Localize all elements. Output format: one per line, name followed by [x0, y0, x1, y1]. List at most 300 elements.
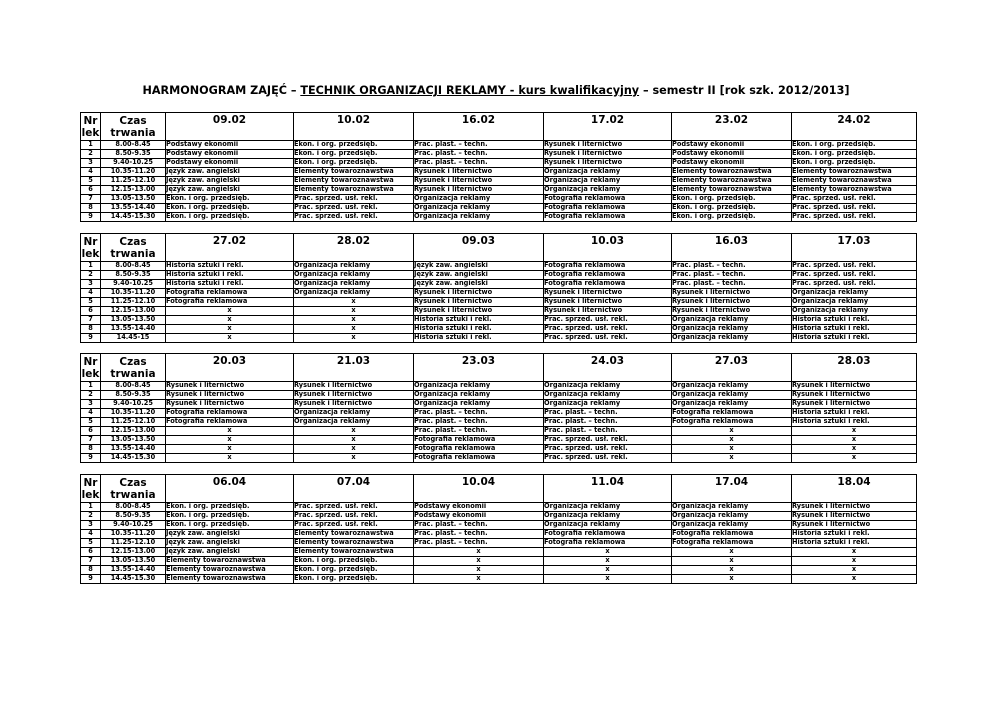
- lesson-row: [81, 521, 917, 530]
- lesson-cell: x: [792, 575, 917, 584]
- lesson-cell: Ekon. i org. przedsięb.: [792, 141, 917, 150]
- lesson-cell: Rysunek i liternictwo: [166, 400, 294, 409]
- lesson-cell: Ekon. i org. przedsięb.: [294, 141, 414, 150]
- nr-header: Nr lek: [81, 235, 100, 260]
- lesson-cell: x: [792, 548, 917, 557]
- lesson-number: 5: [81, 298, 101, 307]
- date-header: 23.03: [414, 354, 544, 382]
- lesson-cell: Historia sztuki i rekl.: [414, 334, 544, 343]
- lesson-row: [81, 557, 917, 566]
- lesson-cell: x: [414, 557, 544, 566]
- header-row: [81, 234, 917, 262]
- lesson-cell: x: [414, 566, 544, 575]
- lesson-cell: Rysunek i liternictwo: [294, 400, 414, 409]
- lesson-cell: Fotografia reklamowa: [544, 195, 672, 204]
- lesson-cell: Fotografia reklamowa: [672, 530, 792, 539]
- date-header: 09.03: [414, 234, 544, 262]
- lesson-row: [81, 436, 917, 445]
- lesson-cell: Prac. sprzed. usł. rekl.: [294, 195, 414, 204]
- lesson-number: 9: [81, 213, 101, 222]
- lesson-cell: Organizacja reklamy: [544, 186, 672, 195]
- lesson-cell: x: [294, 307, 414, 316]
- lesson-cell: x: [792, 427, 917, 436]
- lesson-time: 12.15-13.00: [101, 548, 166, 557]
- lesson-time: 8.00-8.45: [101, 262, 166, 271]
- lesson-cell: Organizacja reklamy: [792, 298, 917, 307]
- lesson-cell: Rysunek i liternictwo: [544, 150, 672, 159]
- lesson-cell: Organizacja reklamy: [672, 512, 792, 521]
- lesson-cell: Rysunek i liternictwo: [294, 391, 414, 400]
- lesson-cell: Prac. plast. – techn.: [414, 539, 544, 548]
- lesson-time: 11.25-12.10: [101, 298, 166, 307]
- lesson-time: 12.15-13.00: [101, 186, 166, 195]
- lesson-cell: Fotografia reklamowa: [166, 298, 294, 307]
- lesson-number: 2: [81, 391, 101, 400]
- lesson-time: 9.40-10.25: [101, 159, 166, 168]
- lesson-row: [81, 575, 917, 584]
- lesson-cell: Rysunek i liternictwo: [544, 141, 672, 150]
- lesson-cell: x: [166, 334, 294, 343]
- lesson-time: 8.00-8.45: [101, 503, 166, 512]
- lesson-cell: x: [294, 316, 414, 325]
- lesson-cell: Fotografia reklamowa: [166, 418, 294, 427]
- lesson-cell: Język zaw. angielski: [166, 548, 294, 557]
- lesson-cell: Podstawy ekonomii: [672, 150, 792, 159]
- schedule-table: [80, 353, 917, 463]
- lesson-time: 13.55-14.40: [101, 325, 166, 334]
- lesson-cell: Prac. sprzed. usł. rekl.: [544, 445, 672, 454]
- lesson-cell: Elementy towaroznawstwa: [294, 186, 414, 195]
- lesson-cell: Fotografia reklamowa: [672, 409, 792, 418]
- lesson-cell: Rysunek i liternictwo: [166, 391, 294, 400]
- lesson-cell: Rysunek i liternictwo: [792, 503, 917, 512]
- lesson-cell: Prac. plast. – techn.: [414, 150, 544, 159]
- lesson-number: 8: [81, 325, 101, 334]
- lesson-cell: Organizacja reklamy: [544, 503, 672, 512]
- lesson-cell: Język zaw. angielski: [414, 280, 544, 289]
- lesson-time: 12.15-13.00: [101, 427, 166, 436]
- lesson-time: 12.15-13.00: [101, 307, 166, 316]
- lesson-cell: Ekon. i org. przedsięb.: [294, 575, 414, 584]
- lesson-cell: Historia sztuki i rekl.: [414, 325, 544, 334]
- lesson-cell: Podstawy ekonomii: [166, 159, 294, 168]
- lesson-row: [81, 454, 917, 463]
- lesson-cell: x: [166, 445, 294, 454]
- lesson-cell: x: [294, 334, 414, 343]
- lesson-cell: x: [166, 316, 294, 325]
- lesson-cell: Prac. sprzed. usł. rekl.: [294, 503, 414, 512]
- lesson-cell: Prac. sprzed. usł. rekl.: [294, 521, 414, 530]
- lesson-cell: Ekon. i org. przedsięb.: [294, 566, 414, 575]
- lesson-number: 7: [81, 316, 101, 325]
- lesson-cell: Prac. sprzed. usł. rekl.: [544, 334, 672, 343]
- lesson-cell: Fotografia reklamowa: [166, 409, 294, 418]
- lesson-cell: x: [166, 307, 294, 316]
- lesson-cell: Prac. plast. – techn.: [414, 409, 544, 418]
- date-header: 17.02: [544, 113, 672, 141]
- lesson-number: 8: [81, 445, 101, 454]
- lesson-cell: Prac. plast. – techn.: [414, 521, 544, 530]
- lesson-cell: Podstawy ekonomii: [672, 141, 792, 150]
- lesson-row: [81, 382, 917, 391]
- lesson-row: [81, 204, 917, 213]
- lesson-cell: Organizacja reklamy: [544, 521, 672, 530]
- date-header: 23.02: [672, 113, 792, 141]
- lesson-time: 14.45-15: [101, 334, 166, 343]
- lesson-time: 11.25-12.10: [101, 177, 166, 186]
- lesson-time: 13.55-14.40: [101, 566, 166, 575]
- lesson-cell: Prac. sprzed. usł. rekl.: [792, 195, 917, 204]
- lesson-cell: Fotografia reklamowa: [544, 213, 672, 222]
- lesson-row: [81, 186, 917, 195]
- title-course: TECHNIK ORGANIZACJI REKLAMY - kurs kwalifikacyjny: [300, 84, 640, 97]
- lesson-cell: Rysunek i liternictwo: [414, 186, 544, 195]
- lesson-time: 8.50-9.35: [101, 271, 166, 280]
- lesson-cell: Elementy towaroznawstwa: [166, 557, 294, 566]
- lesson-cell: x: [294, 454, 414, 463]
- lesson-cell: Organizacja reklamy: [414, 195, 544, 204]
- lesson-time: 13.05-13.50: [101, 436, 166, 445]
- lesson-row: [81, 400, 917, 409]
- lesson-time: 10.35-11.20: [101, 289, 166, 298]
- lesson-cell: Ekon. i org. przedsięb.: [166, 195, 294, 204]
- lesson-row: [81, 512, 917, 521]
- lesson-time: 8.00-8.45: [101, 141, 166, 150]
- lesson-number: 3: [81, 521, 101, 530]
- lesson-cell: x: [544, 575, 672, 584]
- lesson-cell: Ekon. i org. przedsięb.: [792, 150, 917, 159]
- lesson-cell: Elementy towaroznawstwa: [672, 168, 792, 177]
- lesson-time: 8.50-9.35: [101, 391, 166, 400]
- lesson-number: 4: [81, 289, 101, 298]
- lesson-row: [81, 548, 917, 557]
- lesson-cell: Historia sztuki i rekl.: [792, 325, 917, 334]
- lesson-row: [81, 503, 917, 512]
- lesson-number: 7: [81, 436, 101, 445]
- date-header: 21.03: [294, 354, 414, 382]
- lesson-cell: Elementy towaroznawstwa: [166, 575, 294, 584]
- date-header: 10.02: [294, 113, 414, 141]
- lesson-cell: Rysunek i liternictwo: [414, 307, 544, 316]
- time-header: Czas trwania: [101, 234, 166, 262]
- date-header: 28.03: [792, 354, 917, 382]
- lesson-cell: Język zaw. angielski: [414, 271, 544, 280]
- lesson-cell: Organizacja reklamy: [294, 280, 414, 289]
- lesson-cell: Ekon. i org. przedsięb.: [294, 150, 414, 159]
- lesson-cell: Historia sztuki i rekl.: [792, 539, 917, 548]
- lesson-cell: Organizacja reklamy: [414, 382, 544, 391]
- lesson-cell: Organizacja reklamy: [672, 391, 792, 400]
- lesson-cell: x: [792, 557, 917, 566]
- lesson-cell: Prac. sprzed. usł. rekl.: [544, 325, 672, 334]
- lesson-cell: Elementy towaroznawstwa: [792, 186, 917, 195]
- lesson-cell: Fotografia reklamowa: [414, 445, 544, 454]
- title-prefix: HARMONOGRAM ZAJĘĆ –: [142, 84, 301, 97]
- lesson-cell: Elementy towaroznawstwa: [792, 177, 917, 186]
- lesson-row: [81, 566, 917, 575]
- lesson-number: 6: [81, 186, 101, 195]
- lesson-row: [81, 141, 917, 150]
- lesson-number: 5: [81, 418, 101, 427]
- lesson-row: [81, 213, 917, 222]
- lesson-cell: Rysunek i liternictwo: [672, 307, 792, 316]
- lesson-cell: Rysunek i liternictwo: [294, 382, 414, 391]
- date-header: 17.03: [792, 234, 917, 262]
- lesson-cell: Rysunek i liternictwo: [414, 289, 544, 298]
- lesson-row: [81, 298, 917, 307]
- lesson-cell: Podstawy ekonomii: [414, 512, 544, 521]
- lesson-row: [81, 271, 917, 280]
- lesson-cell: Podstawy ekonomii: [672, 159, 792, 168]
- lesson-time: 10.35-11.20: [101, 409, 166, 418]
- lesson-cell: Język zaw. angielski: [166, 177, 294, 186]
- schedule-table: [80, 112, 917, 222]
- lesson-cell: x: [672, 557, 792, 566]
- lesson-cell: x: [672, 445, 792, 454]
- lesson-cell: Historia sztuki i rekl.: [792, 530, 917, 539]
- lesson-cell: Prac. sprzed. usł. rekl.: [544, 316, 672, 325]
- lesson-cell: Ekon. i org. przedsięb.: [294, 557, 414, 566]
- lesson-cell: x: [672, 436, 792, 445]
- lesson-cell: Rysunek i liternictwo: [672, 289, 792, 298]
- nr-header: Nr lek: [81, 476, 100, 501]
- lesson-cell: x: [544, 566, 672, 575]
- lesson-row: [81, 307, 917, 316]
- header-row: [81, 354, 917, 382]
- lesson-cell: Organizacja reklamy: [672, 316, 792, 325]
- schedule-table: [80, 474, 917, 584]
- lesson-cell: Fotografia reklamowa: [544, 530, 672, 539]
- lesson-cell: Prac. plast. – techn.: [672, 262, 792, 271]
- lesson-number: 4: [81, 168, 101, 177]
- lesson-time: 13.05-13.50: [101, 195, 166, 204]
- lesson-cell: Fotografia reklamowa: [544, 271, 672, 280]
- lesson-cell: Elementy towaroznawstwa: [792, 168, 917, 177]
- lesson-cell: Rysunek i liternictwo: [544, 289, 672, 298]
- lesson-cell: Fotografia reklamowa: [672, 539, 792, 548]
- lesson-cell: Historia sztuki i rekl.: [792, 334, 917, 343]
- lesson-cell: Organizacja reklamy: [544, 177, 672, 186]
- page-title: [0, 84, 992, 97]
- lesson-row: [81, 159, 917, 168]
- lesson-cell: Prac. plast. – techn.: [544, 418, 672, 427]
- lesson-number: 6: [81, 548, 101, 557]
- lesson-cell: Język zaw. angielski: [166, 168, 294, 177]
- lesson-number: 4: [81, 530, 101, 539]
- date-header: 18.04: [792, 475, 917, 503]
- lesson-cell: Elementy towaroznawstwa: [294, 168, 414, 177]
- lesson-cell: Prac. plast. – techn.: [672, 271, 792, 280]
- lesson-cell: Organizacja reklamy: [414, 204, 544, 213]
- lesson-cell: Organizacja reklamy: [672, 334, 792, 343]
- nr-header: Nr lek: [81, 114, 100, 139]
- lesson-cell: Organizacja reklamy: [544, 400, 672, 409]
- lesson-time: 9.40-10.25: [101, 280, 166, 289]
- lesson-number: 3: [81, 400, 101, 409]
- lesson-cell: Rysunek i liternictwo: [414, 298, 544, 307]
- date-header: 16.03: [672, 234, 792, 262]
- lesson-row: [81, 280, 917, 289]
- lesson-time: 13.05-13.50: [101, 316, 166, 325]
- lesson-row: [81, 530, 917, 539]
- lesson-cell: Elementy towaroznawstwa: [672, 186, 792, 195]
- lesson-cell: Fotografia reklamowa: [544, 280, 672, 289]
- lesson-row: [81, 195, 917, 204]
- lesson-cell: Prac. sprzed. usł. rekl.: [792, 262, 917, 271]
- lesson-cell: Elementy towaroznawstwa: [294, 530, 414, 539]
- lesson-cell: Fotografia reklamowa: [544, 262, 672, 271]
- lesson-cell: Organizacja reklamy: [792, 307, 917, 316]
- lesson-time: 10.35-11.20: [101, 168, 166, 177]
- lesson-time: 13.55-14.40: [101, 445, 166, 454]
- lesson-number: 7: [81, 195, 101, 204]
- lesson-number: 3: [81, 280, 101, 289]
- lesson-number: 5: [81, 539, 101, 548]
- lesson-cell: Podstawy ekonomii: [166, 141, 294, 150]
- lesson-cell: Rysunek i liternictwo: [544, 298, 672, 307]
- lesson-number: 5: [81, 177, 101, 186]
- lesson-cell: Rysunek i liternictwo: [166, 382, 294, 391]
- date-header: 24.02: [792, 113, 917, 141]
- lesson-row: [81, 334, 917, 343]
- lesson-cell: Historia sztuki i rekl.: [166, 271, 294, 280]
- lesson-time: 13.55-14.40: [101, 204, 166, 213]
- lesson-cell: x: [792, 454, 917, 463]
- lesson-cell: Organizacja reklamy: [672, 400, 792, 409]
- lesson-cell: x: [166, 427, 294, 436]
- lesson-cell: x: [166, 436, 294, 445]
- lesson-time: 8.00-8.45: [101, 382, 166, 391]
- lesson-cell: x: [294, 445, 414, 454]
- lesson-cell: Fotografia reklamowa: [544, 539, 672, 548]
- lesson-cell: Organizacja reklamy: [414, 400, 544, 409]
- date-header: 07.04: [294, 475, 414, 503]
- date-header: 10.04: [414, 475, 544, 503]
- lesson-number: 7: [81, 557, 101, 566]
- lesson-cell: x: [414, 548, 544, 557]
- header-row: [81, 475, 917, 503]
- lesson-cell: Prac. sprzed. usł. rekl.: [544, 454, 672, 463]
- lesson-cell: Organizacja reklamy: [544, 382, 672, 391]
- lesson-row: [81, 391, 917, 400]
- lesson-cell: x: [294, 325, 414, 334]
- lesson-cell: Elementy towaroznawstwa: [294, 548, 414, 557]
- lesson-cell: Prac. plast. – techn.: [414, 141, 544, 150]
- lesson-cell: x: [544, 548, 672, 557]
- lesson-cell: Fotografia reklamowa: [414, 454, 544, 463]
- lesson-cell: Organizacja reklamy: [544, 168, 672, 177]
- date-header: 24.03: [544, 354, 672, 382]
- lesson-time: 9.40-10.25: [101, 521, 166, 530]
- lesson-cell: Ekon. i org. przedsięb.: [166, 512, 294, 521]
- lesson-cell: Prac. plast. – techn.: [544, 409, 672, 418]
- lesson-cell: x: [672, 566, 792, 575]
- lesson-cell: Prac. sprzed. usł. rekl.: [792, 204, 917, 213]
- lesson-cell: Prac. sprzed. usł. rekl.: [544, 436, 672, 445]
- lesson-cell: Prac. sprzed. usł. rekl.: [294, 512, 414, 521]
- lesson-cell: Ekon. i org. przedsięb.: [166, 204, 294, 213]
- lesson-cell: Organizacja reklamy: [294, 409, 414, 418]
- lesson-cell: Prac. sprzed. usł. rekl.: [792, 280, 917, 289]
- lesson-cell: Organizacja reklamy: [414, 391, 544, 400]
- lesson-cell: Historia sztuki i rekl.: [414, 316, 544, 325]
- lesson-cell: Fotografia reklamowa: [166, 289, 294, 298]
- lesson-cell: Prac. plast. – techn.: [414, 530, 544, 539]
- lesson-time: 13.05-13.50: [101, 557, 166, 566]
- lesson-cell: Historia sztuki i rekl.: [792, 409, 917, 418]
- lesson-cell: Organizacja reklamy: [294, 271, 414, 280]
- lesson-number: 8: [81, 566, 101, 575]
- lesson-number: 8: [81, 204, 101, 213]
- nr-header: Nr lek: [81, 355, 100, 380]
- lesson-cell: x: [294, 436, 414, 445]
- lesson-cell: Prac. sprzed. usł. rekl.: [792, 213, 917, 222]
- lesson-cell: Organizacja reklamy: [672, 521, 792, 530]
- lesson-cell: x: [672, 575, 792, 584]
- lesson-time: 10.35-11.20: [101, 530, 166, 539]
- lesson-cell: Prac. plast. – techn.: [414, 159, 544, 168]
- lesson-cell: Organizacja reklamy: [672, 503, 792, 512]
- lesson-row: [81, 445, 917, 454]
- lesson-cell: x: [792, 566, 917, 575]
- lesson-cell: Ekon. i org. przedsięb.: [166, 521, 294, 530]
- lesson-cell: Organizacja reklamy: [672, 382, 792, 391]
- lesson-cell: Język zaw. angielski: [166, 530, 294, 539]
- lesson-cell: Historia sztuki i rekl.: [792, 316, 917, 325]
- lesson-cell: x: [166, 325, 294, 334]
- lesson-number: 9: [81, 454, 101, 463]
- lesson-cell: x: [792, 436, 917, 445]
- lesson-number: 1: [81, 382, 101, 391]
- lesson-cell: x: [672, 454, 792, 463]
- lesson-number: 9: [81, 575, 101, 584]
- lesson-time: 14.45-15.30: [101, 213, 166, 222]
- lesson-cell: Rysunek i liternictwo: [792, 400, 917, 409]
- lesson-cell: Fotografia reklamowa: [414, 436, 544, 445]
- lesson-cell: Organizacja reklamy: [294, 289, 414, 298]
- lesson-cell: Rysunek i liternictwo: [414, 177, 544, 186]
- lesson-number: 1: [81, 262, 101, 271]
- lesson-cell: Ekon. i org. przedsięb.: [672, 213, 792, 222]
- lesson-cell: Historia sztuki i rekl.: [166, 262, 294, 271]
- lesson-cell: Podstawy ekonomii: [414, 503, 544, 512]
- date-header: 06.04: [166, 475, 294, 503]
- date-header: 09.02: [166, 113, 294, 141]
- lesson-cell: x: [544, 557, 672, 566]
- lesson-time: 8.50-9.35: [101, 512, 166, 521]
- lesson-number: 1: [81, 503, 101, 512]
- lesson-cell: Język zaw. angielski: [414, 262, 544, 271]
- lesson-cell: Organizacja reklamy: [672, 325, 792, 334]
- lesson-time: 14.45-15.30: [101, 454, 166, 463]
- lesson-cell: Rysunek i liternictwo: [792, 521, 917, 530]
- lesson-number: 2: [81, 512, 101, 521]
- lesson-number: 6: [81, 427, 101, 436]
- lesson-cell: Organizacja reklamy: [544, 391, 672, 400]
- lesson-cell: Prac. plast. – techn.: [544, 427, 672, 436]
- lesson-time: 8.50-9.35: [101, 150, 166, 159]
- lesson-cell: Organizacja reklamy: [544, 512, 672, 521]
- lesson-row: [81, 325, 917, 334]
- lesson-cell: Ekon. i org. przedsięb.: [294, 159, 414, 168]
- lesson-time: 14.45-15.30: [101, 575, 166, 584]
- lesson-cell: Historia sztuki i rekl.: [792, 418, 917, 427]
- lesson-number: 9: [81, 334, 101, 343]
- lesson-cell: Język zaw. angielski: [166, 539, 294, 548]
- lesson-cell: Prac. sprzed. usł. rekl.: [294, 213, 414, 222]
- date-header: 11.04: [544, 475, 672, 503]
- date-header: 27.03: [672, 354, 792, 382]
